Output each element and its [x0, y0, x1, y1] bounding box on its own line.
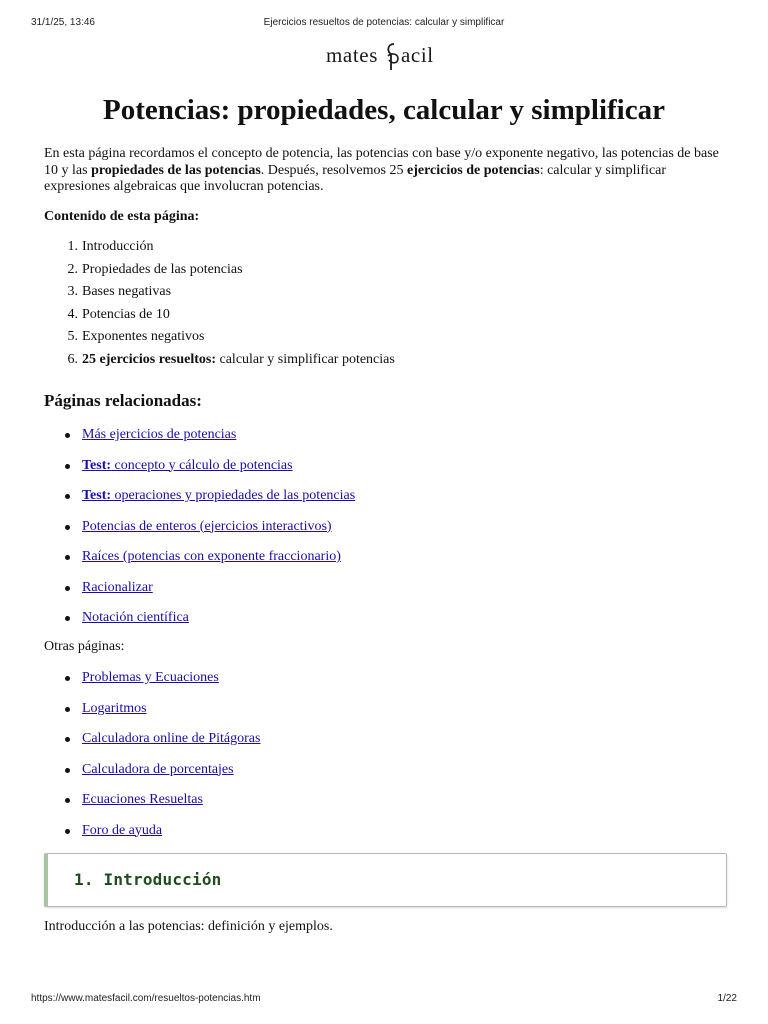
bullet-icon [65, 525, 70, 530]
page-title: Potencias: propiedades, calcular y simplificar [103, 94, 665, 126]
link-label: Racionalizar [82, 579, 153, 595]
related-link[interactable] [82, 580, 153, 595]
toc-heading: Contenido de esta página: [44, 209, 200, 224]
toc-item-label: Introducción [82, 239, 154, 254]
list-item [44, 579, 728, 610]
related-link[interactable] [82, 549, 341, 564]
intro-paragraph: En esta página recordamos el concepto de potencia, las potencias con base y/o exponente negativo, las potencias de base 10 y las propiedades de las potencias. Después, resolvemos 25 ejercicios de potencias: calcular y simplificar expresiones algebraicas que involucran potencias. [44, 146, 719, 194]
intro-bold-exercises: ejercicios de potencias [406, 162, 540, 178]
toc-item [44, 328, 728, 351]
link-label: Potencias de enteros (ejercicios interactivos) [82, 518, 332, 534]
toc-item [44, 283, 728, 306]
link-label: operaciones y propiedades de las potencias [111, 488, 356, 503]
print-page-number: 1/22 [717, 993, 737, 1004]
toc-item-bold: 25 ejercicios resueltos: [82, 351, 216, 367]
bullet-icon [65, 494, 70, 499]
toc-item-number: 3. [67, 284, 78, 299]
list-item [44, 791, 728, 822]
other-page-link[interactable] [82, 823, 162, 838]
toc-item [44, 306, 728, 329]
bullet-icon [65, 676, 70, 681]
link-label: Calculadora online de Pitágoras [82, 731, 261, 746]
link-label: Foro de ayuda [82, 822, 163, 838]
link-label: Ecuaciones Resueltas [82, 792, 203, 807]
print-footer [0, 993, 768, 1007]
print-header [0, 17, 768, 31]
list-item [44, 609, 728, 640]
related-link[interactable] [82, 488, 355, 503]
section-box-introduccion [44, 853, 727, 907]
intro-bold-properties: propiedades de las potencias [91, 162, 261, 178]
related-pages-heading: Páginas relacionadas: [44, 391, 202, 410]
toc-item-number: 1. [67, 239, 78, 254]
bullet-icon [65, 464, 70, 469]
other-links-list [44, 669, 728, 852]
list-item [44, 518, 728, 549]
bullet-icon [65, 768, 70, 773]
list-item [44, 730, 728, 761]
list-item [44, 548, 728, 579]
matesfacil-logo [324, 40, 444, 72]
link-label: Logaritmos [82, 700, 147, 716]
svg-text:acil: acil [401, 43, 434, 67]
toc-item [44, 261, 728, 284]
toc-item [44, 351, 728, 374]
section-title: 1. Introducción [74, 870, 222, 889]
link-label: Problemas y Ecuaciones [82, 670, 219, 685]
other-page-link[interactable] [82, 762, 234, 777]
other-page-link[interactable] [82, 701, 147, 716]
print-url: https://www.matesfacil.com/resueltos-potencias.htm [31, 993, 261, 1004]
list-item [44, 426, 728, 457]
svg-text:mates: mates [326, 43, 378, 67]
related-links-list [44, 426, 728, 640]
bullet-icon [65, 798, 70, 803]
toc-item-label: Propiedades de las potencias [82, 261, 243, 277]
link-prefix: Test: [82, 488, 112, 503]
bullet-icon [65, 586, 70, 591]
toc-item-number: 6. [67, 351, 78, 367]
bullet-icon [65, 555, 70, 560]
related-link[interactable] [82, 458, 293, 473]
list-item [44, 700, 728, 731]
toc-item [44, 238, 728, 261]
toc-item-label: Exponentes negativos [82, 329, 205, 344]
list-item [44, 761, 728, 792]
toc-item-number: 4. [67, 306, 78, 322]
list-item [44, 457, 728, 488]
link-label: Más ejercicios de potencias [82, 427, 237, 442]
toc-list [44, 238, 728, 373]
bullet-icon [65, 433, 70, 438]
toc-item-label: Potencias de 10 [82, 306, 170, 322]
list-item [44, 822, 728, 853]
link-label: concepto y cálculo de potencias [111, 457, 293, 473]
toc-item-label: Bases negativas [82, 284, 172, 299]
link-label: Notación científica [82, 610, 189, 625]
link-prefix: Test: [82, 457, 112, 473]
other-page-link[interactable] [82, 731, 260, 746]
bullet-icon [65, 616, 70, 621]
related-link[interactable] [82, 519, 332, 534]
toc-item-number: 2. [67, 261, 78, 277]
bullet-icon [65, 829, 70, 834]
other-page-link[interactable] [82, 792, 203, 807]
toc-item-number: 5. [67, 329, 78, 344]
bullet-icon [65, 737, 70, 742]
toc-item-label: calcular y simplificar potencias [216, 351, 395, 367]
related-link[interactable] [82, 427, 236, 442]
print-datetime: 31/1/25, 13:46 [31, 17, 95, 28]
other-page-link[interactable] [82, 670, 219, 685]
closing-paragraph: Introducción a las potencias: definición y ejemplos. [44, 919, 333, 934]
link-label: Calculadora de porcentajes [82, 761, 234, 777]
site-logo[interactable] [0, 40, 768, 72]
list-item [44, 669, 728, 700]
related-link[interactable] [82, 610, 189, 625]
link-label: Raíces (potencias con exponente fraccionario) [82, 549, 341, 564]
bullet-icon [65, 707, 70, 712]
other-pages-label: Otras páginas: [44, 639, 125, 654]
print-doc-title: Ejercicios resueltos de potencias: calcular y simplificar [263, 17, 505, 28]
list-item [44, 487, 728, 518]
